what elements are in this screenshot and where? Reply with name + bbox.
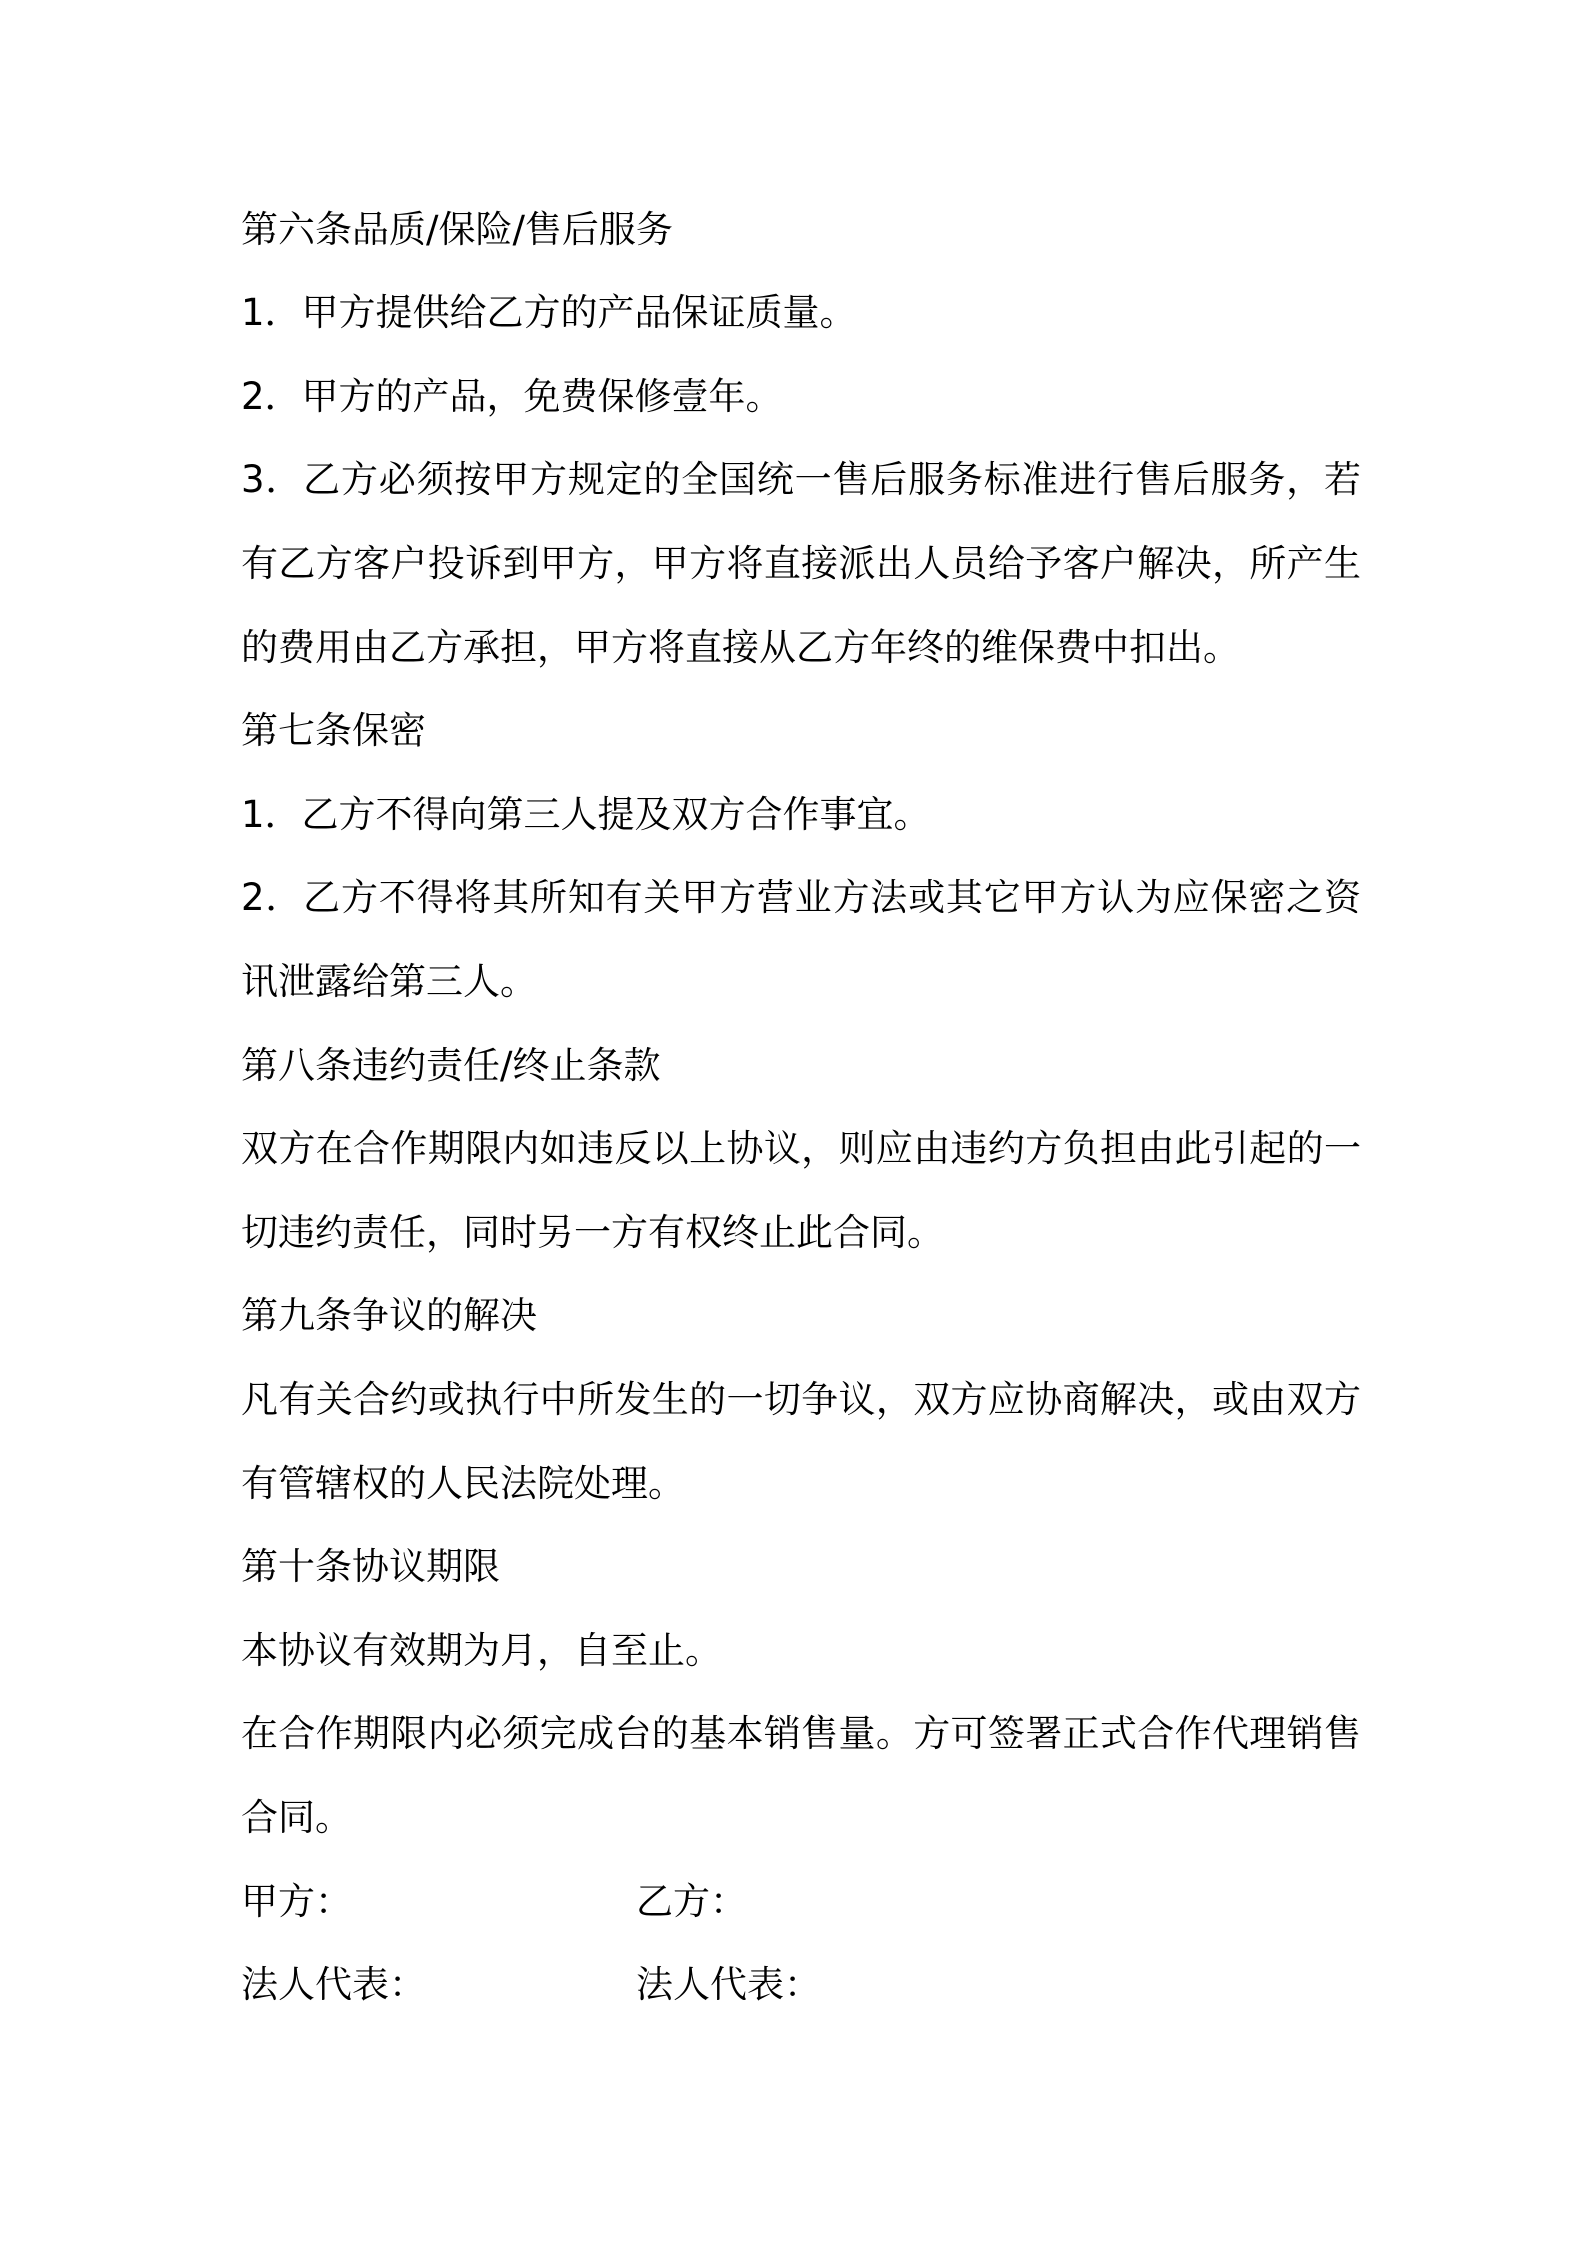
article6-item1: 1．甲方提供给乙方的产品保证质量。 bbox=[241, 291, 857, 334]
article10-para1: 本协议有效期为月，自至止。 bbox=[241, 1629, 722, 1672]
article8-para-line1: 双方在合作期限内如违反以上协议，则应由违约方负担由此引起的一 bbox=[241, 1127, 1361, 1170]
signature-rep-b: 法人代表： bbox=[636, 1963, 821, 2006]
article8-heading: 第八条违约责任/终止条款 bbox=[241, 1044, 661, 1087]
article9-heading: 第九条争议的解决 bbox=[241, 1294, 537, 1337]
signature-rep-a: 法人代表： bbox=[241, 1963, 426, 2006]
signature-party-b: 乙方： bbox=[636, 1880, 747, 1923]
signature-party-a: 甲方： bbox=[241, 1880, 352, 1923]
article8-para-line2: 切违约责任，同时另一方有权终止此合同。 bbox=[241, 1211, 944, 1254]
article10-para2-line2: 合同。 bbox=[241, 1796, 352, 1839]
article7-item1: 1．乙方不得向第三人提及双方合作事宜。 bbox=[241, 793, 931, 836]
article6-item3-line1: 3．乙方必须按甲方规定的全国统一售后服务标准进行售后服务，若 bbox=[241, 458, 1361, 501]
article10-para2-line1: 在合作期限内必须完成台的基本销售量。方可签署正式合作代理销售 bbox=[241, 1712, 1361, 1755]
article7-heading: 第七条保密 bbox=[241, 709, 426, 752]
article10-heading: 第十条协议期限 bbox=[241, 1545, 500, 1588]
article6-heading: 第六条品质/保险/售后服务 bbox=[241, 208, 673, 251]
article6-item3-line3: 的费用由乙方承担，甲方将直接从乙方年终的维保费中扣出。 bbox=[241, 626, 1240, 669]
article6-item3-line2: 有乙方客户投诉到甲方，甲方将直接派出人员给予客户解决，所产生 bbox=[241, 542, 1361, 585]
article9-para-line1: 凡有关合约或执行中所发生的一切争议，双方应协商解决，或由双方 bbox=[241, 1378, 1361, 1421]
article6-item2: 2．甲方的产品，免费保修壹年。 bbox=[241, 375, 783, 418]
article9-para-line2: 有管辖权的人民法院处理。 bbox=[241, 1462, 685, 1505]
article7-item2-line1: 2．乙方不得将其所知有关甲方营业方法或其它甲方认为应保密之资 bbox=[241, 876, 1361, 919]
article7-item2-line2: 讯泄露给第三人。 bbox=[241, 960, 537, 1003]
